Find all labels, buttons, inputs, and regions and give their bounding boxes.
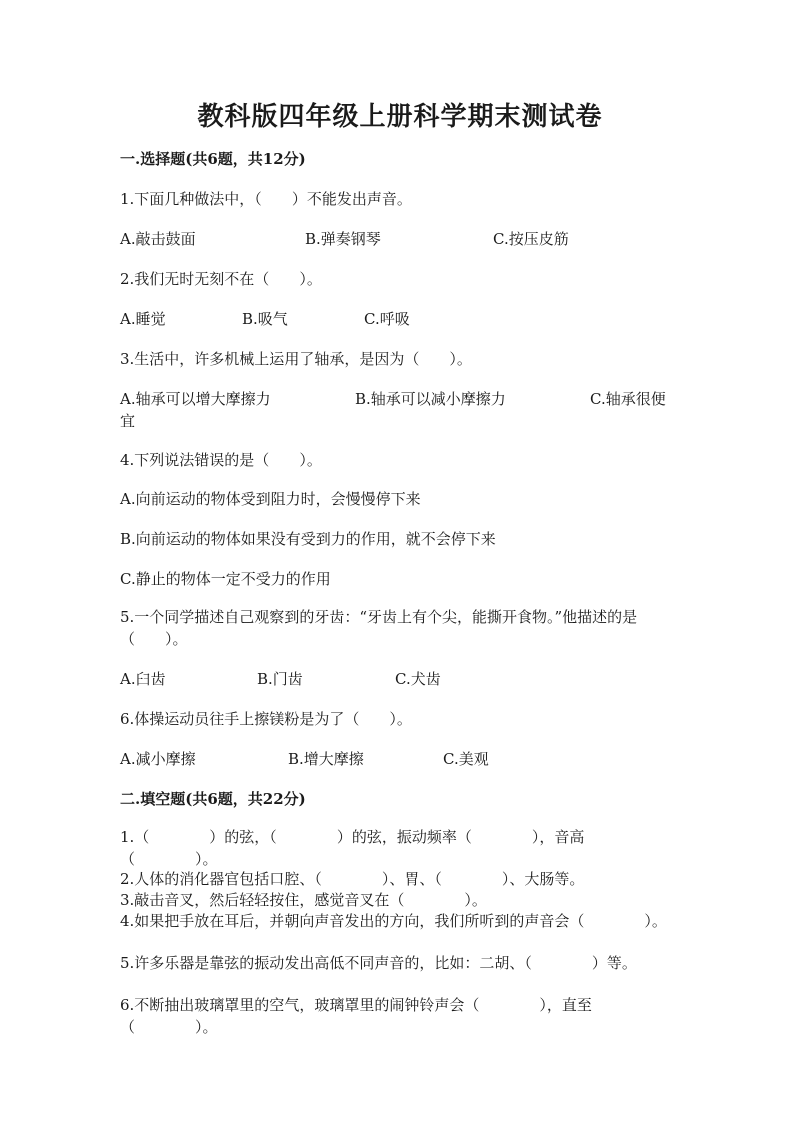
question-2-stem: 2.我们无时无刻不在（ ）。 [120,270,322,288]
question-4-option-b: B.向前运动的物体如果没有受到力的作用，就不会停下来 [120,530,496,548]
question-5-option-b: B.门齿 [257,670,303,688]
page-title: 教科版四年级上册科学期末测试卷 [197,102,603,132]
question-4-option-a: A.向前运动的物体受到阻力时，会慢慢停下来 [120,490,421,508]
question-1-option-a: A.敲击鼓面 [120,230,196,248]
question-6-option-c: C.美观 [443,750,489,768]
question-2-option-b: B.吸气 [242,310,288,328]
section-heading-choice: 一.选择题(共6题，共12分) [120,150,306,168]
question-6-option-b: B.增大摩擦 [288,750,364,768]
question-6-option-a: A.减小摩擦 [120,750,196,768]
fill-question-3: 3.敲击音叉，然后轻轻按住，感觉音叉在（ ）。 [120,891,487,909]
question-6-stem: 6.体操运动员往手上擦镁粉是为了（ ）。 [120,710,412,728]
question-5-option-a: A.臼齿 [120,670,166,688]
fill-question-5: 5.许多乐器是靠弦的振动发出高低不同声音的，比如：二胡、（ ）等。 [120,954,637,972]
question-4-option-c: C.静止的物体一定不受力的作用 [120,570,331,588]
question-4-stem: 4.下列说法错误的是（ ）。 [120,451,322,469]
question-3-option-c-continued: 宜 [120,412,136,430]
question-2-option-c: C.呼吸 [364,310,410,328]
fill-question-6: 6.不断抽出玻璃罩里的空气，玻璃罩里的闹钟铃声会（ ），直至（ ）。 [120,996,592,1036]
question-1-stem: 1.下面几种做法中，（ ）不能发出声音。 [120,190,412,208]
question-1-option-b: B.弹奏钢琴 [305,230,381,248]
question-2-option-a: A.睡觉 [120,310,166,328]
fill-question-4: 4.如果把手放在耳后，并朝向声音发出的方向，我们所听到的声音会（ ）。 [120,912,667,930]
question-5-stem: 5.一个同学描述自己观察到的牙齿：“牙齿上有个尖，能撕开食物。”他描述的是（ ）。 [120,608,638,648]
question-3-option-b: B.轴承可以减小摩擦力 [355,390,506,408]
question-3-option-c: C.轴承很便 [590,390,666,408]
question-5-option-c: C.犬齿 [395,670,441,688]
question-1-option-c: C.按压皮筋 [493,230,569,248]
question-3-option-a: A.轴承可以增大摩擦力 [120,390,271,408]
fill-question-1: 1.（ ）的弦，（ ）的弦，振动频率（ ），音高（ ）。 [120,828,585,868]
section-heading-fill-blank: 二.填空题(共6题，共22分) [120,790,306,808]
fill-question-2: 2.人体的消化器官包括口腔、（ ）、胃、（ ）、大肠等。 [120,870,585,888]
question-3-stem: 3.生活中，许多机械上运用了轴承，是因为（ ）。 [120,350,472,368]
